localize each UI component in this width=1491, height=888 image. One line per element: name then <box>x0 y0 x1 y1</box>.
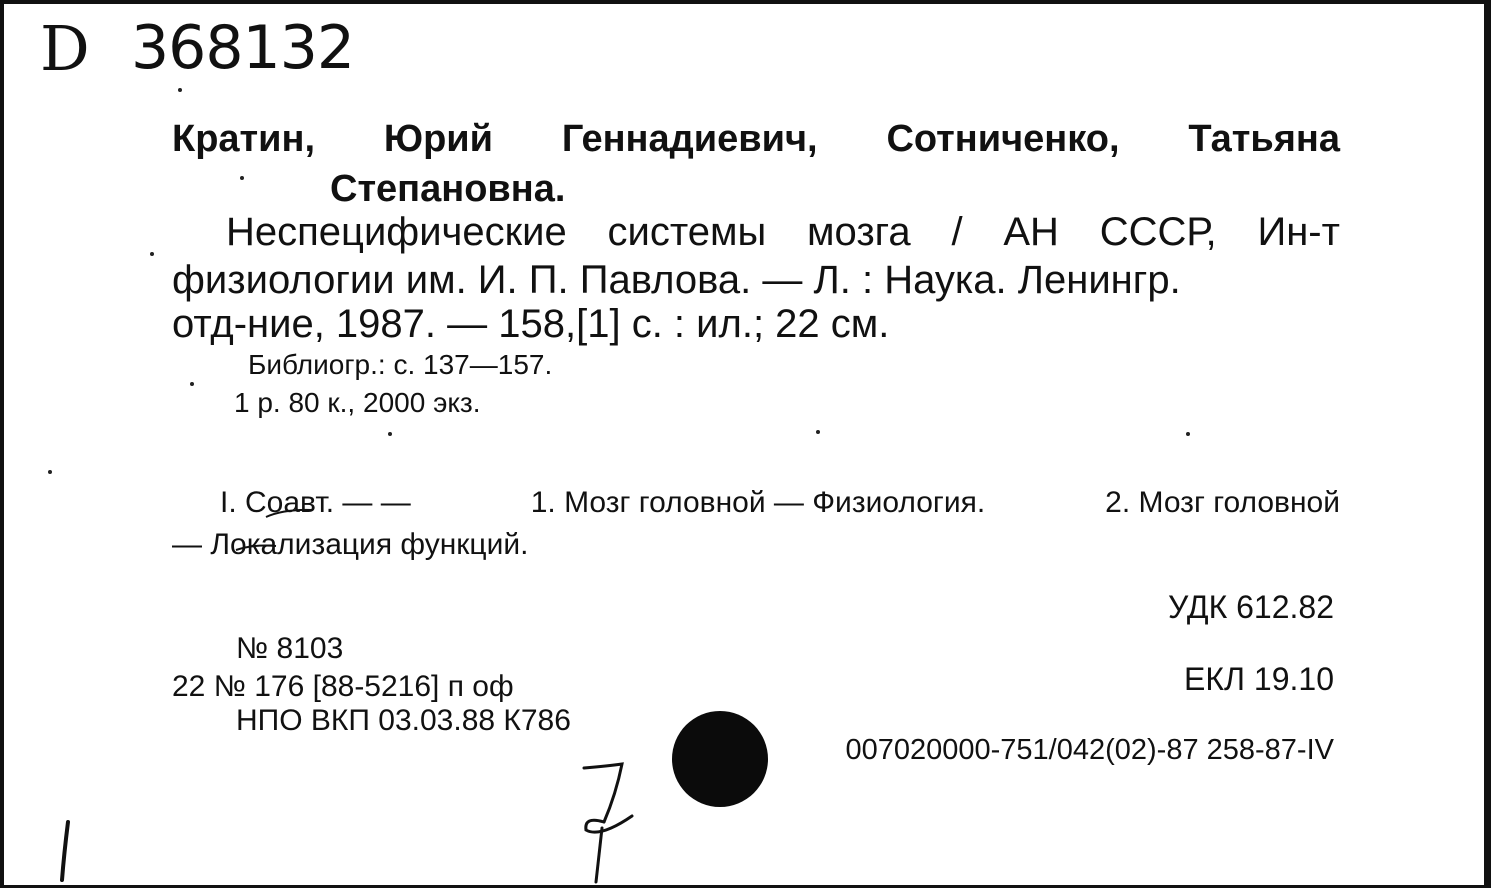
title-word: Неспецифические <box>226 210 567 254</box>
handwritten-marks <box>4 4 1484 885</box>
title-word: Ин-т <box>1257 210 1340 254</box>
call-letter: D <box>40 12 90 85</box>
speck <box>388 432 392 436</box>
speck <box>48 470 52 474</box>
price-note: 1 р. 80 к., 2000 экз. <box>234 387 481 418</box>
speck <box>190 382 194 386</box>
speck <box>150 252 154 256</box>
bibliography-note: Библиогр.: с. 137—157. <box>248 349 553 380</box>
title-word: СССР, <box>1099 210 1217 254</box>
ekl-code: ЕКЛ 19.10 <box>1184 661 1334 697</box>
title-word: АН <box>1003 210 1059 254</box>
author-line-continued: Степановна. <box>330 168 566 210</box>
subject-entry: 1. Мозг головной — Физиология. <box>530 486 986 519</box>
inventory-line: 22 № 176 [88-5216] п оф <box>172 670 514 703</box>
author-word: Татьяна <box>1188 118 1340 160</box>
subject-entry: 2. Мозг головной <box>1105 486 1340 519</box>
title-word: мозга <box>807 210 911 254</box>
imprint-line: физиологии им. И. П. Павлова. — Л. : Наука. Ленингр. <box>172 258 1181 302</box>
collation-line: отд-ние, 1987. — 158,[1] с. : ил.; 22 см. <box>172 302 890 346</box>
code-number: 007020000-751/042(02)-87 258-87-IV <box>845 734 1334 766</box>
printing-info: НПО ВКП 03.03.88 К786 <box>236 704 571 737</box>
author-word: Кратин, <box>172 118 316 160</box>
speck <box>240 176 244 180</box>
author-word: Геннадиевич, <box>561 118 818 160</box>
subject-entry: I. Соавт. — — <box>220 486 411 519</box>
inventory-number: № 8103 <box>236 632 344 665</box>
subject-headings-continued: — Локализация функций. <box>172 528 529 561</box>
title-word: системы <box>607 210 767 254</box>
title-word: / <box>951 210 963 254</box>
speck <box>1186 432 1190 436</box>
udk-code: УДК 612.82 <box>1168 589 1334 625</box>
speck <box>178 88 182 92</box>
call-number: 368132 <box>131 13 355 83</box>
author-word: Сотниченко, <box>886 118 1120 160</box>
author-word: Юрий <box>383 118 493 160</box>
speck <box>816 430 820 434</box>
